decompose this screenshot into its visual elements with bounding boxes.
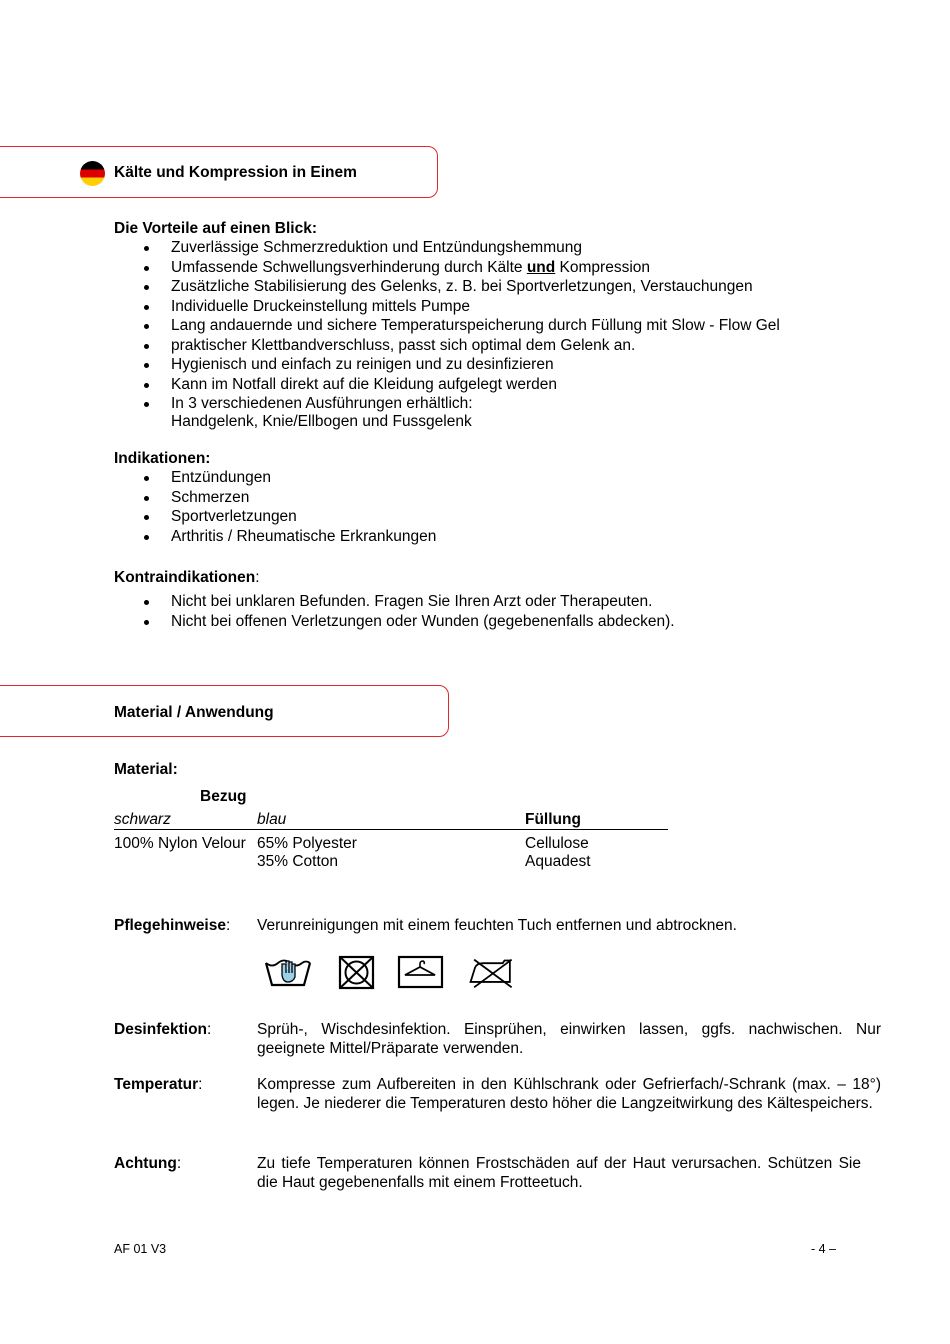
hand-wash-icon [263, 955, 313, 991]
table-col1-header: schwarz [114, 811, 171, 828]
german-flag-icon [80, 161, 105, 186]
footer-page-number: - 4 – [811, 1242, 837, 1256]
list-item: Schmerzen [114, 488, 436, 508]
indications-heading: Indikationen: [114, 450, 211, 467]
disinfection-colon: : [207, 1021, 212, 1038]
caution-label: Achtung [114, 1155, 177, 1172]
table-col3-cell: Cellulose [525, 835, 589, 852]
contraindications-list [114, 592, 675, 631]
section-title: Kälte und Kompression in Einem [114, 164, 357, 181]
advantages-list [114, 238, 780, 414]
temperature-text: Kompresse zum Aufbereiten in den Kühlschrank oder Gefrierfach/-Schrank (max. – 18°) legen. Je niederer die Temperaturen desto höher die Langzeitwirkung des Kältespeichers. [257, 1076, 881, 1112]
list-item: Individuelle Druckeinstellung mittels Pumpe [114, 297, 780, 317]
list-item: Entzündungen [114, 468, 436, 488]
list-item: In 3 verschiedenen Ausführungen erhältlich: [114, 394, 780, 414]
care-label-row [114, 917, 230, 935]
table-col3-header: Füllung [525, 811, 581, 828]
list-item-text: Kompression [555, 258, 651, 276]
caution-colon: : [176, 1155, 182, 1172]
advantages-heading: Die Vorteile auf einen Blick: [114, 220, 317, 237]
list-item: Sportverletzungen [114, 507, 436, 527]
care-text: Verunreinigungen mit einem feuchten Tuch entfernen und abtrocknen. [257, 917, 737, 934]
list-item: Nicht bei offenen Verletzungen oder Wunden (gegebenenfalls abdecken). [114, 612, 675, 632]
list-item: Arthritis / Rheumatische Erkrankungen [114, 527, 436, 547]
disinfection-label-row [114, 1021, 211, 1039]
care-label: Pflegehinweise [114, 917, 226, 934]
table-col3-cell: Aquadest [525, 853, 591, 870]
caution-label-row [114, 1155, 181, 1173]
variants-line: Handgelenk, Knie/Ellbogen und Fussgelenk [171, 413, 472, 430]
caution-text: Zu tiefe Temperaturen können Frostschäden auf der Haut verursachen. Schützen Sie die Haut gegebenenfalls mit einem Frotteetuch. [257, 1155, 861, 1191]
list-item: Hygienisch und einfach zu reinigen und zu desinfizieren [114, 355, 780, 375]
list-item: Zusätzliche Stabilisierung des Gelenks, z. B. bei Sportverletzungen, Verstauchungen [114, 277, 780, 297]
footer-document-code: AF 01 V3 [114, 1242, 167, 1256]
temperature-colon: : [198, 1076, 203, 1093]
care-colon: : [225, 917, 231, 934]
temperature-label: Temperatur [114, 1076, 199, 1093]
contraindications-heading-row [114, 569, 260, 587]
contraindications-colon: : [255, 569, 260, 586]
table-group-header: Bezug [200, 788, 247, 805]
indications-list [114, 468, 436, 546]
hang-dry-icon [397, 955, 447, 991]
table-col1-cell: 100% Nylon Velour [114, 835, 246, 852]
table-header-rule [114, 829, 668, 830]
table-col2-cell: 65% Polyester [257, 835, 357, 852]
no-ironing-icon [467, 955, 517, 991]
disinfection-label: Desinfektion [114, 1021, 208, 1038]
table-col2-header: blau [257, 811, 287, 828]
table-col2-cell: 35% Cotton [257, 853, 338, 870]
list-item: Lang andauernde und sichere Temperaturspeicherung durch Füllung mit Slow - Flow Gel [114, 316, 780, 336]
list-item: Zuverlässige Schmerzreduktion und Entzündungshemmung [114, 238, 780, 258]
list-item: Kann im Notfall direkt auf die Kleidung aufgelegt werden [114, 375, 780, 395]
list-item-text: Umfassende Schwellungsverhinderung durch Kälte [171, 258, 527, 276]
temperature-label-row [114, 1076, 202, 1094]
section-title: Material / Anwendung [114, 704, 274, 721]
disinfection-text: Sprüh-, Wischdesinfektion. Einsprühen, einwirken lassen, ggfs. nachwischen. Nur geeignete Mittel/Präparate verwenden. [257, 1021, 881, 1057]
list-item: praktischer Klettbandverschluss, passt sich optimal dem Gelenk an. [114, 336, 780, 356]
list-item [114, 258, 780, 278]
list-item: Nicht bei unklaren Befunden. Fragen Sie Ihren Arzt oder Therapeuten. [114, 592, 675, 612]
contraindications-heading: Kontraindikationen [114, 569, 256, 586]
no-tumble-dry-icon [333, 955, 383, 991]
material-heading: Material: [114, 761, 178, 778]
list-item-emphasis: und [526, 258, 556, 276]
